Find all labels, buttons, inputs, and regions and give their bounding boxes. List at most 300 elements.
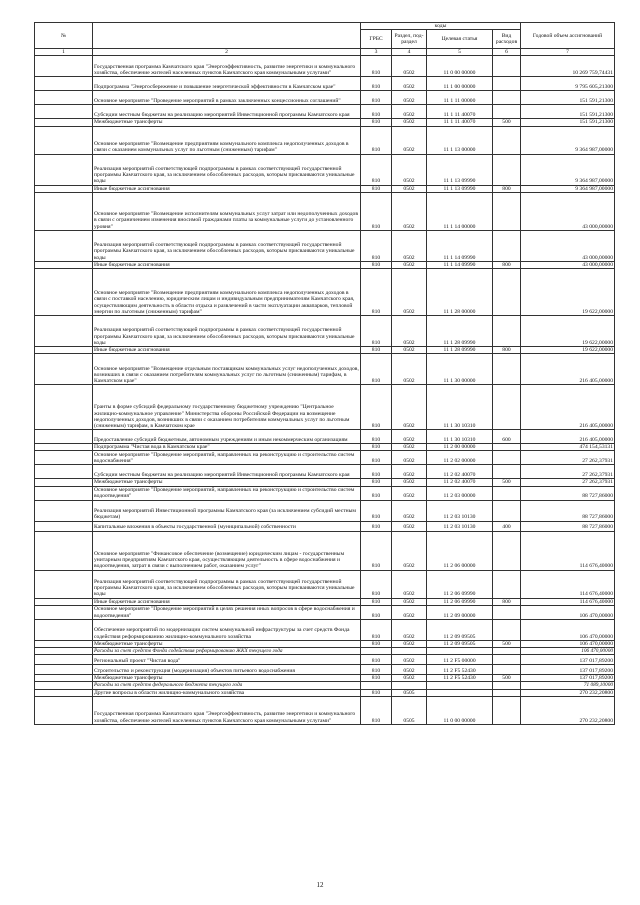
cell-expense-type: 800 <box>493 598 521 605</box>
cell-name: Основное мероприятие "Возмещение предприятиям коммунального комплекса недополученных доходов в связи с оказанием коммунальных услуг по льготным (сниженным) тарифам" <box>93 126 361 154</box>
cell-number <box>35 126 93 154</box>
cell-annual-volume: 10 269 759,74431 <box>521 56 615 77</box>
cell-expense-type <box>493 77 521 91</box>
cell-name: Основное мероприятие "Проведение мероприятий в рамках заключенных концессионных соглашений" <box>93 91 361 105</box>
cell-expense-type: 500 <box>493 675 521 682</box>
cell-grbs: 810 <box>361 154 392 185</box>
cell-annual-volume: 137 017,89200 <box>521 655 615 665</box>
cell-number <box>35 230 93 261</box>
table-row <box>35 682 615 689</box>
cell-expense-type: 500 <box>493 640 521 647</box>
col-number: 6 <box>493 49 521 56</box>
cell-section: 0502 <box>392 119 427 126</box>
budget-table-container <box>34 22 614 725</box>
cell-target-article: 11 2 F5 52430 <box>427 665 493 675</box>
cell-expense-type: 800 <box>493 347 521 354</box>
cell-annual-volume: 474 154,53131 <box>521 444 615 451</box>
cell-target-article: 11 1 28 09990 <box>427 347 493 354</box>
cell-number <box>35 77 93 91</box>
cell-section: 0502 <box>392 261 427 268</box>
cell-number <box>35 486 93 500</box>
cell-annual-volume: 137 017,89200 <box>521 675 615 682</box>
table-row <box>35 185 615 192</box>
cell-number <box>35 521 93 531</box>
cell-expense-type <box>493 465 521 479</box>
budget-table <box>34 22 615 725</box>
cell-expense-type <box>493 269 521 316</box>
cell-section: 0502 <box>392 479 427 486</box>
cell-annual-volume: 151 591,21300 <box>521 91 615 105</box>
cell-annual-volume: 114 676,40000 <box>521 570 615 598</box>
cell-grbs: 810 <box>361 451 392 465</box>
cell-grbs: 810 <box>361 486 392 500</box>
header-codes: коды <box>361 23 521 30</box>
cell-number <box>35 56 93 77</box>
cell-target-article: 11 2 03 00000 <box>427 486 493 500</box>
cell-grbs: 810 <box>361 261 392 268</box>
cell-expense-type <box>493 619 521 640</box>
cell-name: Основное мероприятие "Возмещение отдельным поставщикам коммунальных услуг недополученных доходов, возникших в связи с оказанием потребителям коммунальных услуг по льготным (сниженным) тарифам, в Камчатском крае" <box>93 354 361 385</box>
cell-annual-volume: 43 000,00000 <box>521 230 615 261</box>
cell-target-article: 11 2 06 00000 <box>427 531 493 570</box>
table-row <box>35 486 615 500</box>
table-row <box>35 570 615 598</box>
cell-expense-type <box>493 689 521 696</box>
cell-annual-volume: 151 591,21300 <box>521 105 615 119</box>
cell-grbs: 810 <box>361 696 392 724</box>
cell-name: Гранты в форме субсидий федеральному государственному бюджетному учреждению "Центральное жилищно-коммунальное управление" Министерства обороны Российской Федерации на возмещение недополученных доходов, возникших в связи с оказанием потребителям коммунальных услуг по льготным (сниженным) тарифам, в Камчатском крае <box>93 385 361 430</box>
cell-number <box>35 689 93 696</box>
cell-number <box>35 269 93 316</box>
cell-number <box>35 531 93 570</box>
col-number: 2 <box>93 49 361 56</box>
cell-number <box>35 619 93 640</box>
cell-number <box>35 385 93 430</box>
cell-annual-volume: 88 727,86000 <box>521 486 615 500</box>
table-row <box>35 689 615 696</box>
table-row <box>35 479 615 486</box>
cell-expense-type: 800 <box>493 261 521 268</box>
cell-expense-type <box>493 192 521 230</box>
cell-section: 0502 <box>392 354 427 385</box>
cell-name: Реализация мероприятий соответствующей подпрограммы в рамках соответствующей государственной программы Камчатского края, за исключением обособленных расходов, которым присваиваются уникальные коды <box>93 230 361 261</box>
table-row <box>35 665 615 675</box>
cell-target-article: 11 1 13 00000 <box>427 126 493 154</box>
cell-annual-volume: 270 232,20800 <box>521 696 615 724</box>
cell-target-article: 11 2 00 00000 <box>427 444 493 451</box>
cell-grbs: 810 <box>361 126 392 154</box>
cell-target-article: 11 1 13 09990 <box>427 154 493 185</box>
cell-number <box>35 605 93 619</box>
cell-target-article: 11 2 09 00000 <box>427 605 493 619</box>
cell-expense-type <box>493 56 521 77</box>
table-row <box>35 598 615 605</box>
cell-annual-volume: 137 017,89200 <box>521 665 615 675</box>
header-grbs: ГРБС <box>361 30 392 49</box>
cell-name: Подпрограмма "Энергосбережение и повышение энергетической эффективности в Камчатском крае" <box>93 77 361 91</box>
cell-expense-type <box>493 531 521 570</box>
cell-annual-volume: 216 405,00000 <box>521 385 615 430</box>
cell-grbs: 810 <box>361 521 392 531</box>
header-name <box>93 23 361 49</box>
cell-section: 0502 <box>392 385 427 430</box>
cell-section: 0502 <box>392 465 427 479</box>
cell-grbs: 810 <box>361 665 392 675</box>
col-number: 3 <box>361 49 392 56</box>
table-row <box>35 126 615 154</box>
cell-section <box>392 682 427 689</box>
cell-name: Другие вопросы в области жилищно-коммунального хозяйства <box>93 689 361 696</box>
cell-number <box>35 192 93 230</box>
cell-annual-volume: 106 470,00000 <box>521 640 615 647</box>
cell-section: 0502 <box>392 444 427 451</box>
cell-number <box>35 598 93 605</box>
cell-grbs: 810 <box>361 185 392 192</box>
cell-grbs: 810 <box>361 347 392 354</box>
cell-name: Основное мероприятие "Проведение мероприятий, направленных на реконструкцию и строительство систем водоснабжения" <box>93 451 361 465</box>
cell-grbs: 810 <box>361 269 392 316</box>
table-row <box>35 648 615 655</box>
table-row <box>35 269 615 316</box>
cell-target-article: 11 1 14 09990 <box>427 261 493 268</box>
cell-target-article: 11 2 F5 00000 <box>427 655 493 665</box>
cell-grbs <box>361 648 392 655</box>
cell-name: Предоставление субсидий бюджетным, автономным учреждениям и иным некоммерческим организациям <box>93 430 361 444</box>
cell-name: Обеспечение мероприятий по модернизации систем коммунальной инфраструктуры за счет средств Фонда содействия реформированию жилищно-коммунального хозяйства <box>93 619 361 640</box>
cell-grbs: 810 <box>361 619 392 640</box>
cell-target-article: 11 1 28 09990 <box>427 316 493 347</box>
table-row <box>35 91 615 105</box>
cell-expense-type <box>493 655 521 665</box>
cell-grbs: 810 <box>361 605 392 619</box>
cell-section: 0502 <box>392 675 427 682</box>
cell-expense-type <box>493 354 521 385</box>
cell-annual-volume: 88 727,86000 <box>521 500 615 521</box>
table-row <box>35 354 615 385</box>
cell-target-article: 11 1 28 00000 <box>427 269 493 316</box>
cell-name: Реализация мероприятий соответствующей подпрограммы в рамках соответствующей государственной программы Камчатского края, за исключением обособленных расходов, которым присваиваются уникальные коды <box>93 316 361 347</box>
cell-target-article: 11 2 F5 52430 <box>427 675 493 682</box>
cell-name: Межбюджетные трансферты <box>93 479 361 486</box>
header-annual-volume: Годовой объем ассигнований <box>521 23 615 49</box>
cell-section: 0502 <box>392 269 427 316</box>
cell-number <box>35 316 93 347</box>
cell-target-article: 11 1 11 00000 <box>427 91 493 105</box>
header-number: № <box>35 23 93 49</box>
header-target-article: Целевая статья <box>427 30 493 49</box>
cell-section: 0502 <box>392 531 427 570</box>
cell-grbs: 810 <box>361 430 392 444</box>
cell-number <box>35 430 93 444</box>
cell-annual-volume: 114 676,40000 <box>521 598 615 605</box>
cell-expense-type <box>493 385 521 430</box>
cell-expense-type <box>493 682 521 689</box>
cell-expense-type <box>493 91 521 105</box>
cell-annual-volume: 71 089,10000 <box>521 682 615 689</box>
cell-annual-volume: 270 232,20800 <box>521 689 615 696</box>
cell-target-article: 11 1 30 00000 <box>427 354 493 385</box>
header-section: Раздел, под-раздел <box>392 30 427 49</box>
table-row <box>35 640 615 647</box>
cell-grbs: 810 <box>361 598 392 605</box>
cell-target-article <box>427 682 493 689</box>
cell-number <box>35 655 93 665</box>
cell-target-article: 11 1 11 40070 <box>427 105 493 119</box>
cell-grbs: 810 <box>361 500 392 521</box>
cell-section: 0502 <box>392 154 427 185</box>
cell-number <box>35 648 93 655</box>
cell-number <box>35 675 93 682</box>
cell-annual-volume: 43 000,00000 <box>521 192 615 230</box>
table-row <box>35 230 615 261</box>
table-body <box>35 56 615 724</box>
cell-annual-volume: 9 795 605,21300 <box>521 77 615 91</box>
cell-target-article: 11 1 00 00000 <box>427 77 493 91</box>
cell-annual-volume: 19 622,00000 <box>521 316 615 347</box>
cell-target-article: 11 2 06 09990 <box>427 598 493 605</box>
cell-section: 0505 <box>392 689 427 696</box>
cell-section: 0502 <box>392 619 427 640</box>
cell-name: Основное мероприятие "Проведение мероприятий, направленных на реконструкцию и строительство систем водоотведения" <box>93 486 361 500</box>
cell-expense-type <box>493 605 521 619</box>
table-row <box>35 521 615 531</box>
cell-expense-type <box>493 696 521 724</box>
cell-number <box>35 570 93 598</box>
cell-number <box>35 91 93 105</box>
cell-expense-type <box>493 316 521 347</box>
cell-section: 0502 <box>392 665 427 675</box>
cell-annual-volume: 106 470,00000 <box>521 648 615 655</box>
cell-name: Межбюджетные трансферты <box>93 640 361 647</box>
header-expense-type: Вид расходов <box>493 30 521 49</box>
cell-grbs <box>361 682 392 689</box>
cell-expense-type <box>493 126 521 154</box>
cell-target-article: 11 1 11 40070 <box>427 119 493 126</box>
cell-annual-volume: 216 405,00000 <box>521 354 615 385</box>
cell-name: Иные бюджетные ассигнования <box>93 598 361 605</box>
cell-annual-volume: 19 622,00000 <box>521 347 615 354</box>
cell-target-article: 11 2 02 40070 <box>427 479 493 486</box>
cell-expense-type <box>493 154 521 185</box>
cell-name: Подпрограмма "Чистая вода в Камчатском крае" <box>93 444 361 451</box>
cell-annual-volume: 216 405,00000 <box>521 430 615 444</box>
cell-section: 0502 <box>392 430 427 444</box>
table-row <box>35 444 615 451</box>
table-row <box>35 619 615 640</box>
cell-expense-type <box>493 230 521 261</box>
cell-section: 0502 <box>392 91 427 105</box>
cell-name: Региональный проект "Чистая вода" <box>93 655 361 665</box>
cell-grbs: 810 <box>361 119 392 126</box>
cell-number <box>35 119 93 126</box>
cell-name: Основное мероприятие "Проведение мероприятий в целях решения иных вопросов в сфере водоснабжения и водоотведения" <box>93 605 361 619</box>
cell-expense-type <box>493 486 521 500</box>
cell-target-article: 11 2 06 09990 <box>427 570 493 598</box>
cell-expense-type: 600 <box>493 430 521 444</box>
table-row <box>35 316 615 347</box>
cell-number <box>35 500 93 521</box>
cell-section: 0502 <box>392 316 427 347</box>
cell-grbs: 810 <box>361 655 392 665</box>
cell-section: 0502 <box>392 56 427 77</box>
cell-annual-volume: 27 262,37931 <box>521 479 615 486</box>
cell-expense-type <box>493 444 521 451</box>
cell-target-article: 11 1 14 00000 <box>427 192 493 230</box>
cell-number <box>35 451 93 465</box>
cell-annual-volume: 27 262,37931 <box>521 465 615 479</box>
cell-number <box>35 347 93 354</box>
cell-section: 0502 <box>392 126 427 154</box>
table-row <box>35 500 615 521</box>
table-row <box>35 77 615 91</box>
cell-number <box>35 665 93 675</box>
cell-target-article: 11 2 03 10130 <box>427 521 493 531</box>
cell-grbs: 810 <box>361 640 392 647</box>
cell-annual-volume: 106 470,00000 <box>521 619 615 640</box>
table-row <box>35 696 615 724</box>
cell-target-article: 11 2 09 09505 <box>427 619 493 640</box>
cell-number <box>35 682 93 689</box>
cell-name: Субсидии местным бюджетам на реализацию мероприятий Инвестиционной программы Камчатского края <box>93 105 361 119</box>
cell-name: Строительство и реконструкция (модернизация) объектов питьевого водоснабжения <box>93 665 361 675</box>
col-number: 7 <box>521 49 615 56</box>
table-row <box>35 430 615 444</box>
cell-section: 0502 <box>392 347 427 354</box>
cell-target-article: 11 1 30 10310 <box>427 385 493 430</box>
cell-expense-type <box>493 665 521 675</box>
cell-grbs: 810 <box>361 105 392 119</box>
cell-grbs: 810 <box>361 91 392 105</box>
cell-annual-volume: 9 364 987,00000 <box>521 154 615 185</box>
cell-expense-type <box>493 105 521 119</box>
cell-target-article: 11 1 14 09990 <box>427 230 493 261</box>
cell-section: 0502 <box>392 655 427 665</box>
cell-expense-type: 800 <box>493 185 521 192</box>
cell-expense-type <box>493 500 521 521</box>
cell-section: 0502 <box>392 185 427 192</box>
table-row <box>35 105 615 119</box>
cell-name: Государственная программа Камчатского края "Энергоэффективность, развитие энергетики и коммунального хозяйства, обеспечение жителей населенных пунктов Камчатского края коммунальными услугами" <box>93 696 361 724</box>
cell-name: Иные бюджетные ассигнования <box>93 347 361 354</box>
cell-target-article: 11 0 00 00000 <box>427 696 493 724</box>
cell-grbs: 810 <box>361 570 392 598</box>
cell-name: Субсидии местным бюджетам на реализацию мероприятий Инвестиционной программы Камчатского края <box>93 465 361 479</box>
table-row <box>35 192 615 230</box>
cell-name: Основное мероприятие "Финансовое обеспечение (возмещение) юридическим лицам - государственным унитарным предприятиям Камчатского края, осуществляющим деятельность в сфере водоснабжения и водоотведения, затрат в связи с выполнением работ, оказанием услуг" <box>93 531 361 570</box>
cell-expense-type: 400 <box>493 521 521 531</box>
cell-expense-type <box>493 648 521 655</box>
cell-name: Реализация мероприятий соответствующей подпрограммы в рамках соответствующей государственной программы Камчатского края, за исключением обособленных расходов, которым присваиваются уникальные коды <box>93 154 361 185</box>
cell-section: 0502 <box>392 105 427 119</box>
cell-expense-type: 500 <box>493 479 521 486</box>
cell-name: Государственная программа Камчатского края "Энергоэффективность, развитие энергетики и коммунального хозяйства, обеспечение жителей населенных пунктов Камчатского края коммунальными услугами" <box>93 56 361 77</box>
cell-number <box>35 640 93 647</box>
table-row <box>35 261 615 268</box>
cell-expense-type <box>493 451 521 465</box>
cell-name: Реализация мероприятий Инвестиционной программы Камчатского края (за исключением субсидий местным бюджетам) <box>93 500 361 521</box>
cell-annual-volume: 151 591,21300 <box>521 119 615 126</box>
cell-number <box>35 465 93 479</box>
cell-grbs: 810 <box>361 531 392 570</box>
cell-name: Межбюджетные трансферты <box>93 675 361 682</box>
cell-grbs: 810 <box>361 56 392 77</box>
cell-name: Расходы за счет средств федерального бюджета текущего года <box>93 682 361 689</box>
cell-name: Иные бюджетные ассигнования <box>93 185 361 192</box>
cell-target-article <box>427 689 493 696</box>
cell-section: 0505 <box>392 696 427 724</box>
cell-number <box>35 105 93 119</box>
cell-number <box>35 479 93 486</box>
cell-section: 0502 <box>392 500 427 521</box>
cell-number <box>35 154 93 185</box>
table-row <box>35 675 615 682</box>
cell-annual-volume: 9 364 987,00000 <box>521 185 615 192</box>
cell-section: 0502 <box>392 77 427 91</box>
cell-number <box>35 185 93 192</box>
cell-annual-volume: 19 622,00000 <box>521 269 615 316</box>
table-row <box>35 655 615 665</box>
cell-number <box>35 444 93 451</box>
cell-section: 0502 <box>392 230 427 261</box>
table-row <box>35 451 615 465</box>
cell-grbs: 810 <box>361 675 392 682</box>
cell-name: Основное мероприятие "Возмещение исполнителям коммунальных услуг затрат или недополученных доходов в связи с ограничением изменения вносимой гражданами платы за коммунальные услуги до установленного уровня" <box>93 192 361 230</box>
table-row <box>35 465 615 479</box>
cell-number <box>35 261 93 268</box>
cell-annual-volume: 114 676,40000 <box>521 531 615 570</box>
cell-grbs: 810 <box>361 689 392 696</box>
cell-annual-volume: 106 470,00000 <box>521 605 615 619</box>
cell-target-article: 11 2 02 00000 <box>427 451 493 465</box>
cell-name: Межбюджетные трансферты <box>93 119 361 126</box>
cell-name: Основное мероприятие "Возмещение предприятиям коммунального комплекса недополученных доходов в связи с поставкой населению, юридическим лицам и индивидуальным предпринимателям Камчатского края, осуществляющим деятельность в области отдыха и развлечений в части эксплуатации аквапарков, тепловой энергии по льготным (сниженным) тарифам" <box>93 269 361 316</box>
cell-number <box>35 354 93 385</box>
cell-target-article: 11 2 09 09505 <box>427 640 493 647</box>
col-number: 1 <box>35 49 93 56</box>
cell-target-article: 11 2 03 10130 <box>427 500 493 521</box>
cell-annual-volume: 9 364 987,00000 <box>521 126 615 154</box>
cell-expense-type <box>493 570 521 598</box>
cell-grbs: 810 <box>361 77 392 91</box>
cell-grbs: 810 <box>361 230 392 261</box>
table-row <box>35 531 615 570</box>
cell-annual-volume: 27 262,37931 <box>521 451 615 465</box>
table-row <box>35 605 615 619</box>
cell-annual-volume: 43 000,00000 <box>521 261 615 268</box>
cell-annual-volume: 88 727,86000 <box>521 521 615 531</box>
cell-grbs: 810 <box>361 465 392 479</box>
table-row <box>35 154 615 185</box>
table-row <box>35 56 615 77</box>
cell-section: 0502 <box>392 192 427 230</box>
cell-name: Иные бюджетные ассигнования <box>93 261 361 268</box>
cell-target-article: 11 1 13 09990 <box>427 185 493 192</box>
col-number: 4 <box>392 49 427 56</box>
cell-name: Расходы за счет средств Фонда содействия реформированию ЖКХ текущего года <box>93 648 361 655</box>
cell-grbs: 810 <box>361 192 392 230</box>
table-row <box>35 385 615 430</box>
cell-number <box>35 696 93 724</box>
cell-target-article <box>427 648 493 655</box>
cell-section: 0502 <box>392 598 427 605</box>
cell-target-article: 11 2 02 40070 <box>427 465 493 479</box>
col-number: 5 <box>427 49 493 56</box>
cell-expense-type: 500 <box>493 119 521 126</box>
cell-section <box>392 648 427 655</box>
cell-name: Капитальные вложения в объекты государственной (муниципальной) собственности <box>93 521 361 531</box>
cell-section: 0502 <box>392 640 427 647</box>
table-row <box>35 119 615 126</box>
